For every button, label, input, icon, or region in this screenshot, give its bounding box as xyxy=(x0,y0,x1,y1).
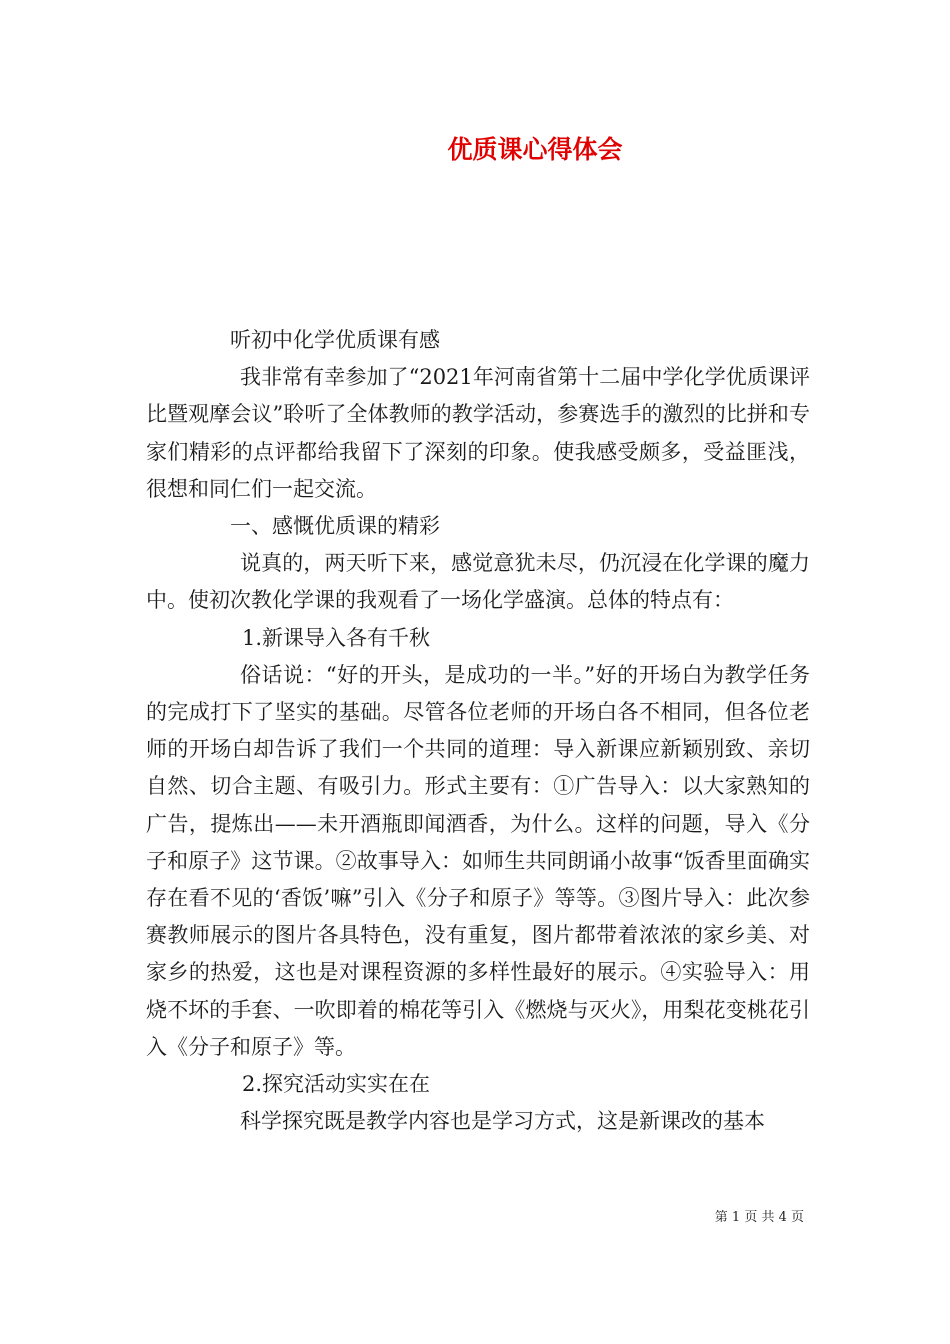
paragraph-inquiry: 科学探究既是教学内容也是学习方式，这是新课改的基本 xyxy=(240,1109,765,1134)
document-title: 优质课心得体会 xyxy=(447,135,623,164)
numbered-heading-2: 2.探究活动实实在在 xyxy=(242,1072,431,1097)
page-number-footer: 第 1 页 共 4 页 xyxy=(714,1210,804,1225)
document-body xyxy=(146,322,810,1140)
numbered-heading-1: 1.新课导入各有千秋 xyxy=(242,625,431,650)
subtitle: 听初中化学优质课有感 xyxy=(230,328,440,352)
section-heading-1: 一、感慨优质课的精彩 xyxy=(230,514,440,539)
paragraph-intro: 我非常有幸参加了“2021年河南省第十二届中学化学优质课评比暨观摩会议”聆听了全体教师的教学活动，参赛选手的激烈的比拼和专家们精彩的点评都给我留下了深刻的印象。使我感受颇多，受益匪浅，很想和同仁们一起交流。 xyxy=(146,365,810,501)
paragraph-intro-methods: 俗话说：“好的开头，是成功的一半。”好的开场白为教学任务的完成打下了坚实的基础。尽管各位老师的开场白各不相同，但各位老师的开场白却告诉了我们一个共同的道理：导入新课应新颖别致、亲切自然、切合主题、有吸引力。形式主要有：①广告导入：以大家熟知的广告，提炼出——未开酒瓶即闻酒香，为什么。这样的问题，导入《分子和原子》这节课。②故事导入：如师生共同朗诵小故事“饭香里面确实存在看不见的‘香饭’嘛”引入《分子和原子》等等。③图片导入：此次参赛教师展示的图片各具特色，没有重复，图片都带着浓浓的家乡美、对家乡的热爱，这也是对课程资源的多样性最好的展示。④实验导入：用烧不坏的手套、一吹即着的棉花等引入《燃烧与灭火》，用梨花变桃花引入《分子和原子》等。 xyxy=(146,662,810,1059)
paragraph-section-1: 说真的，两天听下来，感觉意犹未尽，仍沉浸在化学课的魔力中。使初次教化学课的我观看了一场化学盛演。总体的特点有： xyxy=(146,551,810,613)
